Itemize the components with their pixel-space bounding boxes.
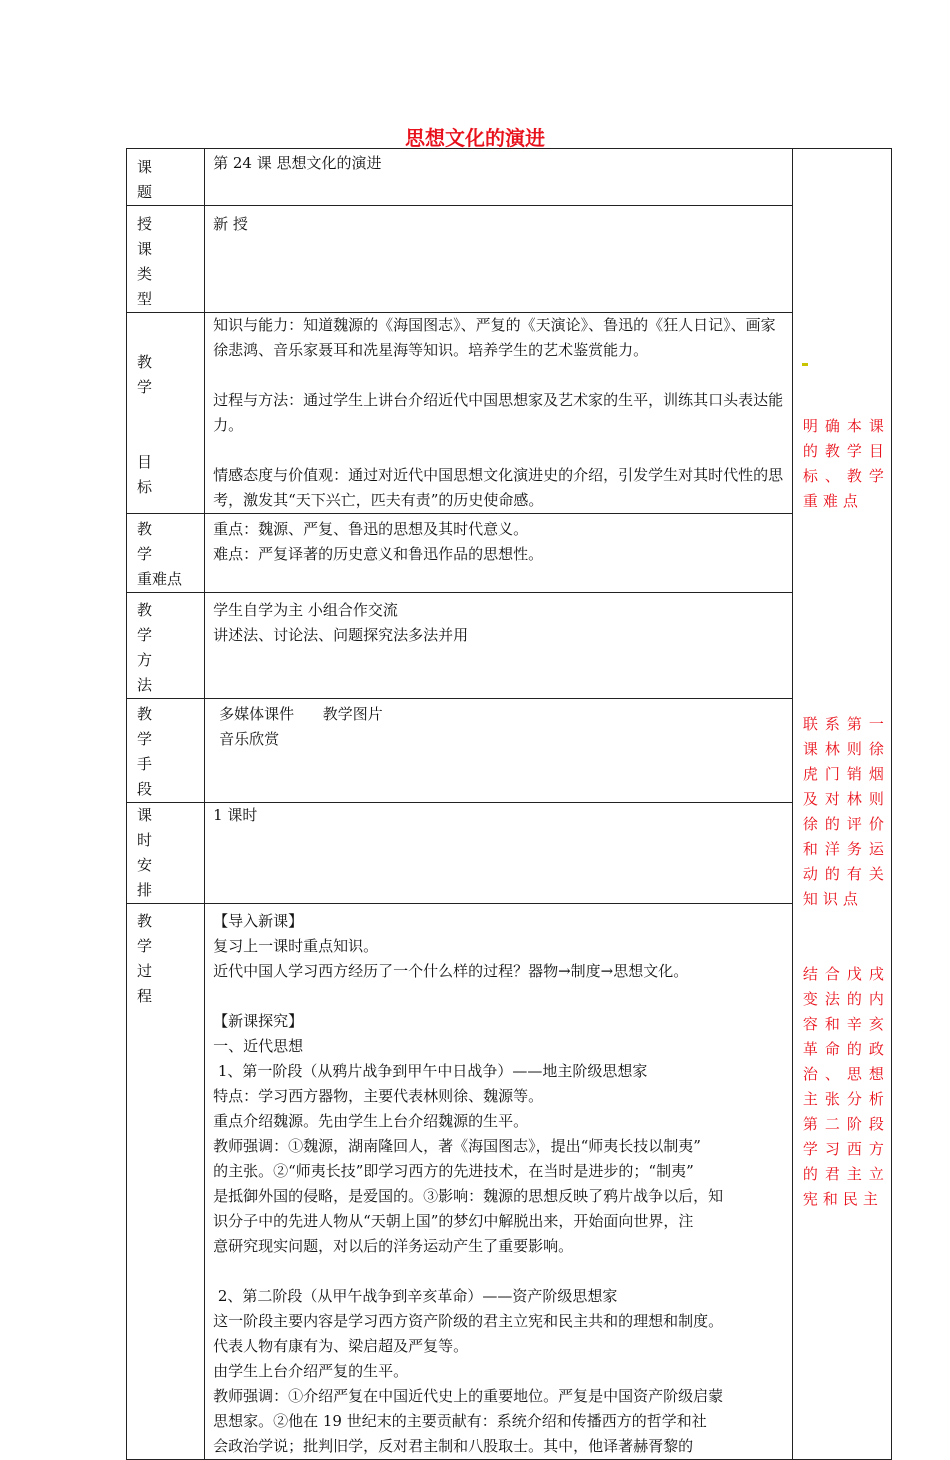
label-method: 教 学 方 法 (137, 601, 192, 694)
lesson-plan-table (126, 148, 892, 1460)
goal-attitude: 情感态度与价值观：通过对近代中国思想文化演进史的介绍，引发学生对其时代性的思考，激发其“天下兴亡，匹夫有责”的历史使命感。 (213, 466, 784, 509)
row-key-points (127, 514, 892, 593)
label-type: 授 课 类 型 (137, 215, 192, 308)
row-topic (127, 149, 892, 206)
row-type (127, 206, 892, 313)
process-line: 代表人物有康有为、梁启超及严复等。 (213, 1337, 469, 1355)
key-points-content (205, 514, 792, 567)
label-topic: 课 题 (137, 158, 192, 201)
label-schedule: 课 时 安 排 (137, 806, 192, 899)
label-goals: 教 学 目 标 (137, 353, 192, 496)
label-key-points: 教 学 重难点 (137, 520, 192, 588)
process-line: 2、第二阶段（从甲午战争到辛亥革命）——资产阶级思想家 (213, 1287, 618, 1305)
process-line: 会政治学说；批判旧学，反对君主制和八股取士。其中，他译著赫胥黎的 (213, 1437, 694, 1455)
row-schedule (127, 803, 892, 904)
means-content: 多媒体课件 教学图片 音乐欣赏 (219, 705, 383, 748)
process-line: 1、第一阶段（从鸦片战争到甲午中日战争）——地主阶级思想家 (213, 1062, 648, 1080)
process-line: 由学生上台介绍严复的生平。 (213, 1362, 409, 1380)
goal-knowledge: 知识与能力：知道魏源的《海国图志》、严复的《天演论》、鲁迅的《狂人日记》、画家徐悲鸿、音乐家聂耳和冼星海等知识。培养学生的艺术鉴赏能力。 (213, 316, 776, 359)
process-line: 复习上一课时重点知识。 (213, 937, 379, 955)
key-point-line: 重点：魏源、严复、鲁迅的思想及其时代意义。 (213, 520, 529, 538)
process-line: 教师强调：①介绍严复在中国近代史上的重要地位。严复是中国资产阶级启蒙 (213, 1387, 724, 1405)
row-means (127, 699, 892, 803)
row-goals (127, 313, 892, 514)
process-line: 这一阶段主要内容是学习西方资产阶级的君主立宪和民主共和的理想和制度。 (213, 1312, 724, 1330)
method-content: 学生自学为主 小组合作交流 讲述法、讨论法、问题探究法多法并用 (213, 601, 469, 644)
type-content: 新 授 (213, 215, 248, 233)
process-line: 思想家。②他在 19 世纪末的主要贡献有：系统介绍和传播西方的哲学和社 (213, 1412, 707, 1430)
note-lin-zexu: 联系第一课林则徐虎门销烟及对林则徐的评价和洋务运动的有关知识点 (802, 715, 889, 908)
process-line: 识分子中的先进人物从“天朝上国”的梦幻中解脱出来，开始面向世界，注 (213, 1212, 694, 1230)
goals-content (205, 313, 792, 513)
process-line: 一、近代思想 (213, 1037, 304, 1055)
process-line: 特点：学习西方器物，主要代表林则徐、魏源等。 (213, 1087, 544, 1105)
process-line: 【导入新课】 (213, 912, 304, 930)
process-line: 教师强调：①魏源，湖南隆回人，著《海国图志》，提出“师夷长技以制夷” (213, 1137, 701, 1155)
note-goals: 明确本课的教学目标、教学重难点 (802, 417, 889, 510)
schedule-content: 1 课时 (213, 806, 258, 824)
process-line: 重点介绍魏源。先由学生上台介绍魏源的生平。 (213, 1112, 529, 1130)
process-line: 是抵御外国的侵略，是爱国的。③影响：魏源的思想反映了鸦片战争以后，知 (213, 1187, 724, 1205)
note-reform: 结合戊戌变法的内容和辛亥革命的政治、思想主张分析第二阶段学习西方的君主立宪和民主 (802, 965, 889, 1208)
row-method (127, 593, 892, 699)
process-content (205, 904, 792, 1459)
notes-column (792, 149, 891, 1460)
topic-content: 第 24 课 思想文化的演进 (213, 154, 382, 172)
difficulty-line: 难点：严复译著的历史意义和鲁迅作品的思想性。 (213, 545, 544, 563)
process-line: 意研究现实问题，对以后的洋务运动产生了重要影响。 (213, 1237, 574, 1255)
label-process: 教 学 过 程 (137, 912, 192, 1005)
process-line: 近代中国人学习西方经历了一个什么样的过程？器物→制度→思想文化。 (213, 962, 689, 980)
highlight-marker (802, 363, 808, 366)
page-title: 思想文化的演进 (405, 126, 545, 150)
process-line: 【新课探究】 (213, 1012, 304, 1030)
row-process (127, 904, 892, 1460)
goal-process: 过程与方法：通过学生上讲台介绍近代中国思想家及艺术家的生平，训练其口头表达能力。 (213, 391, 784, 434)
process-line: 的主张。②“师夷长技”即学习西方的先进技术，在当时是进步的；“制夷” (213, 1162, 694, 1180)
label-means: 教 学 手 段 (137, 705, 192, 798)
